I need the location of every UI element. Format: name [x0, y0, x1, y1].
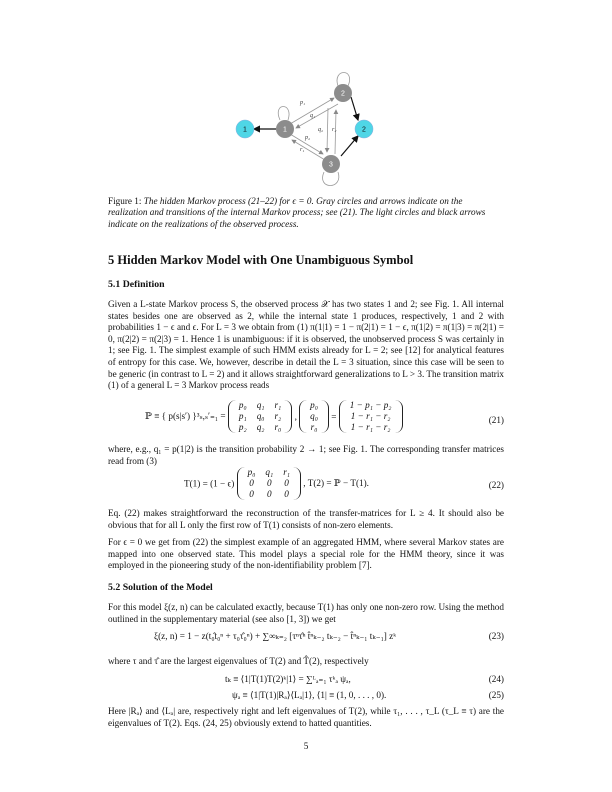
eq22-matrix-cell: 0: [249, 489, 254, 499]
eq22-matrix-cell: p₀: [247, 467, 256, 477]
eq21-vector-right-cell: 1 − r₁ − r₂: [350, 422, 391, 432]
hmm-diagram: [220, 72, 390, 187]
page-number: 5: [303, 741, 309, 751]
observed-node-1-label: 1: [243, 126, 247, 134]
edge-2-3: [327, 108, 328, 152]
internal-node-2-label: 2: [341, 90, 345, 98]
eq21-matrix-cell: q₀: [256, 411, 265, 421]
eq21-matrix-cell: p₂: [238, 422, 247, 432]
caption-prefix: Figure 1:: [108, 196, 144, 206]
loop-1: [278, 107, 289, 121]
eq22-rhs: , T(2) = ℙ − T(1).: [303, 478, 369, 488]
label-q2: q₂: [318, 127, 324, 133]
equation-25: ψₐ ≡ ⟨1|T(1)|Rₐ⟩⟨Lₐ|1⟩, ⟨1| ≡ (1, 0, . . . , 0).: [232, 690, 387, 700]
eq22-matrix-cell: r₁: [283, 467, 290, 477]
loop-3: [323, 172, 339, 186]
eq25-number: (25): [488, 690, 504, 700]
paragraph-reconstruction: Eq. (22) makes straightforward the reconstruction of the transfer-matrices for L ≥ 4. It should also be obvious that for all L only the first row of T(1) consists of non-zero elements.: [108, 508, 504, 530]
eq21-matrix-cell: r₀: [274, 422, 282, 432]
eq22-matrix-cell: 0: [284, 478, 289, 488]
eq21-vector-right-cell: 1 − r₁ − r₂: [350, 411, 391, 421]
eq21-vector-left: [299, 400, 329, 433]
paragraph-solution: For this model ξ(z, n) can be calculated exactly, because T(1) has only one non-zero row. Using the method outlined in the supplementary material (see also [1, 3]) we get: [108, 602, 504, 624]
eq21-vector-left-cell: p₀: [310, 400, 318, 410]
equation-23: ξ(z, n) = 1 − z(t₀̂t₀ⁿ + τ₀τ̂₀ⁿ) + ∑∞ₖ₌₂ [τⁿτ̂ⁿ t̂ⁿₖ₋₂ tₖ₋₂ − t̂ⁿₖ₋₁ tₖ₋₁] zᵏ: [154, 631, 397, 641]
eq22-lhs: T(1) = (1 − ϵ): [184, 478, 235, 489]
edge-3-1: [292, 140, 325, 160]
caption-text: The hidden Markov process (21–22) for ϵ = 0. Gray circles and arrows indicate on the realization and transitions of the internal Markov process; see (21). The light circles and black arrows indicate on the realizations of the observed process.: [108, 196, 486, 229]
eq24-number: (24): [488, 674, 504, 684]
eq21-matrix-cell: q₂: [256, 422, 265, 432]
subsection-solution-title: 5.2 Solution of the Model: [108, 582, 213, 593]
eq21-number: (21): [488, 415, 504, 425]
eq22-matrix-cell: 0: [267, 489, 272, 499]
eq22-matrix: [237, 467, 301, 500]
eq22-matrix-cell: 0: [249, 478, 254, 488]
eq21-matrix: [228, 400, 292, 433]
eq21-matrix-cell: q₁: [256, 400, 265, 410]
label-r2: r₂: [332, 127, 337, 133]
equation-22: [184, 467, 369, 500]
paragraph-transfer: where, e.g., q₁ = p(1|2) is the transition probability 2 → 1; see Fig. 1. The corresponding transfer matrices read from (3): [108, 444, 504, 466]
eq21-vector-left-cell: r₀: [310, 422, 318, 432]
label-p1: p₁: [300, 100, 306, 106]
paragraph-eigenvectors: Here |Rₐ⟩ and ⟨Lₐ| are, respectively right and left eigenvalues of T(2), while τ₁, . . . , τ_L (τ_L ≡ τ) are the eigenvalues of T(2). Eqs. (24, 25) obviously extend to hatted quantities.: [108, 706, 504, 728]
equation-24: tₖ ≡ ⟨1|T(1)T(2)ᵏ|1⟩ = ∑ᴸₐ₌₁ τᵏₐ ψₐ,: [225, 674, 351, 684]
label-q1: q₁: [310, 113, 316, 119]
eq22-matrix-cell: 0: [284, 489, 289, 499]
paragraph-definition: Given a L-state Markov process S, the observed process 𝒳 has two states 1 and 2; see Fig. 1. All internal states besides one are observed as 2, while the internal state 1 produces, respectively, 1 and 2 with probabilities 1 − ϵ and ϵ. For L = 3 we obtain from (1) π(1|1) = 1 − π(2|1) = 1 − ϵ, π(1|2) = π(1|3) = π(2|1) = 0, π(2|2) = π(2|3) = 1. Hence 1 is unambiguous: if it is observed, the unobserved process S was certainly in 1; see Fig. 1. The simplest example of such HMM exists already for L = 2; see [12] for analytical features of entropy for this case. We, however, describe in detail the L = 3 situation, since this case will be seen to be generic (in contrast to L = 2) and it allows straightforward generalizations to L > 3. The transition matrix (1) of a general L = 3 Markov process reads: [108, 299, 504, 391]
eq21-matrix-cell: p₀: [238, 400, 247, 410]
edge-obs-2-top: [351, 97, 358, 120]
eq22-number: (22): [488, 480, 504, 490]
subsection-definition-title: 5.1 Definition: [108, 279, 165, 290]
label-p2: p₂: [305, 135, 311, 141]
edge-obs-2-bottom: [341, 136, 358, 156]
eq21-vector-left-cell: q₀: [310, 411, 318, 421]
section-title: 5 Hidden Markov Model with One Unambiguous Symbol: [108, 253, 414, 267]
eq22-matrix-cell: 0: [267, 478, 272, 488]
observed-node-2-label: 2: [362, 126, 366, 134]
equation-21: ℙ ≡ { p(s|s′) }³ₛ,ₛ′₌₁ = p₀ q₁ r₁ p₁ q₀ r₂ p₂ q₂ r₀ , p₀ q₀ r₀ = 1 − p₁ − p₂ 1 − r₁ − r₂ 1 − r₁ − r₂: [145, 400, 403, 433]
figure-caption: [108, 196, 504, 230]
loop-2: [337, 73, 350, 87]
eq21-matrix-cell: p₁: [238, 411, 247, 421]
eq23-number: (23): [488, 631, 504, 641]
internal-node-1-label: 1: [283, 126, 287, 134]
eq21-lhs: ℙ ≡ { p(s|s′) }³ₛ,ₛ′₌₁ =: [145, 411, 226, 421]
eq21-matrix-cell: r₁: [274, 400, 282, 410]
eq21-matrix-cell: r₂: [274, 411, 282, 421]
eq21-vector-right: [339, 400, 403, 433]
paragraph-eigenvalues: where τ and τ̂ are the largest eigenvalues of T(2) and T̂(2), respectively: [108, 656, 369, 666]
eq22-matrix-cell: q₁: [265, 467, 274, 477]
label-r1: r₁: [300, 147, 305, 153]
eq21-vector-right-cell: 1 − p₁ − p₂: [349, 400, 392, 410]
paragraph-aggregated: For ϵ = 0 we get from (22) the simplest example of an aggregated HMM, where several Markov states are mapped into one observed state. This model plays a special role for the HMM theory, since it was employed in the pioneering study of the non-identifiability problem [7].: [108, 537, 504, 571]
internal-node-3-label: 3: [329, 161, 333, 169]
